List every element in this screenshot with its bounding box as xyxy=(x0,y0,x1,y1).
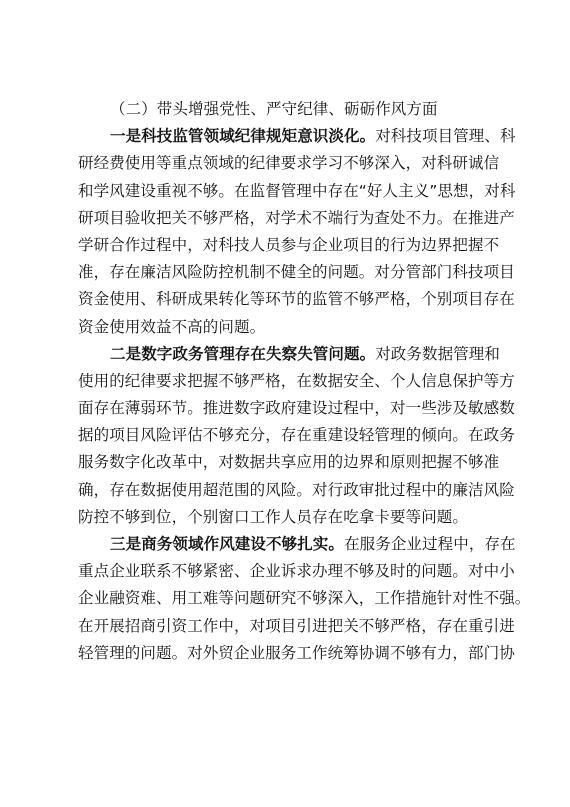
paragraph-line: 和学风建设重视不够。在监督管理中存在“好人主义”思想，对科 xyxy=(78,181,516,200)
paragraph-lead: 三是商务领域作风建设不够扎实。 xyxy=(110,535,345,553)
paragraph-line: 服务数字化改革中，对数据共享应用的边界和原则把握不够准 xyxy=(78,453,500,472)
paragraph-line: 确，存在数据使用超范围的风险。对行政审批过程中的廉洁风险 xyxy=(78,480,515,499)
paragraph-line: 面存在薄弱环节。推进数字政府建设过程中，对一些涉及敏感数 xyxy=(78,399,515,418)
paragraph-line: 轻管理的问题。对外贸企业服务工作统筹协调不够有力，部门协 xyxy=(78,643,515,662)
paragraph-line: 资金使用、科研成果转化等环节的监管不够严格，个别项目存在 xyxy=(78,290,515,309)
paragraph-line: 使用的纪律要求把握不够严格，在数据安全、个人信息保护等方 xyxy=(78,371,515,390)
paragraph-text: 对科技项目管理、科 xyxy=(375,127,516,146)
paragraph-line: 重点企业联系不够紧密、企业诉求办理不够及时的问题。对中小 xyxy=(78,562,515,581)
paragraph-lead: 二是数字政务管理存在失察失管问题。 xyxy=(110,344,376,363)
paragraph-line: 据的项目风险评估不够充分，存在重建设轻管理的倾向。在政务 xyxy=(78,426,515,445)
section-heading-text: （二）带头增强党性、严守纪律、砺砺作风方面 xyxy=(110,100,438,118)
paragraph-line: 研项目验收把关不够严格，对学术不端行为查处不力。在推进产 xyxy=(78,208,515,227)
paragraph-line: 研经费使用等重点领域的纪律要求学习不够深入，对科研诚信 xyxy=(78,154,500,173)
paragraph-line: 准，存在廉洁风险防控机制不健全的问题。对分管部门科技项目 xyxy=(78,263,515,282)
paragraph-line: 在开展招商引资工作中，对项目引进把关不够严格，存在重引进 xyxy=(78,616,515,635)
paragraph-text: 对政务数据管理和 xyxy=(375,344,501,363)
document-body xyxy=(78,96,531,667)
paragraph-text: 在服务企业过程中，存在 xyxy=(344,535,516,553)
paragraph-line xyxy=(78,123,516,150)
paragraph-3 xyxy=(78,531,531,667)
paragraph-2 xyxy=(78,341,515,531)
paragraph-line: 防控不够到位，个别窗口工作人员存在吃拿卡要等问题。 xyxy=(78,507,469,526)
paragraph-lead: 一是科技监管领域纪律规矩意识淡化。 xyxy=(110,127,376,146)
paragraph-line: 学研合作过程中，对科技人员参与企业项目的行为边界把握不 xyxy=(78,235,500,254)
section-heading xyxy=(78,96,508,123)
paragraph-line xyxy=(78,531,516,558)
paragraph-1 xyxy=(78,123,516,341)
paragraph-line: 企业融资难、用工难等问题研究不够深入，工作措施针对性不强。 xyxy=(78,589,531,608)
paragraph-line xyxy=(78,341,508,368)
paragraph-line: 资金使用效益不高的问题。 xyxy=(78,317,266,336)
